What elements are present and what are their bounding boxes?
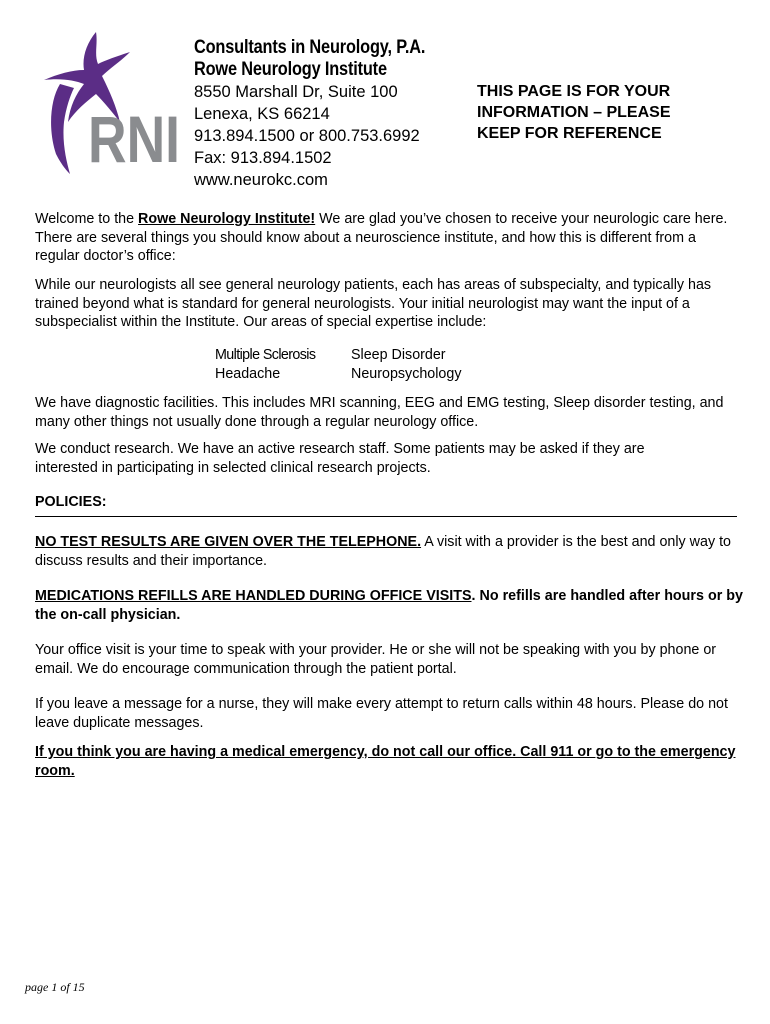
office-visit-policy: Your office visit is your time to speak with your provider. He or she will not be speaking with you by phone or email. We do encourage communication through the patient portal.	[35, 642, 717, 677]
org-name-1: Consultants in Neurology, P.A.	[194, 37, 426, 58]
reference-notice	[477, 81, 737, 144]
phone-line: 913.894.1500 or 800.753.6992	[194, 127, 420, 145]
research-line-2: interested in participating in selected clinical research projects.	[35, 459, 431, 476]
specialty-item: Sleep Disorder	[351, 347, 446, 363]
research-paragraph	[35, 440, 743, 477]
refills-policy	[35, 587, 743, 624]
rni-logo	[36, 30, 184, 176]
notice-line-2: INFORMATION – PLEASE	[477, 104, 671, 121]
subspecialty-paragraph: While our neurologists all see general neurology patients, each has areas of subspecialty, and typically has trained beyond what is standard for general neurologists. Your initial neurologist may want the input of a subspecialist within the Institute. Our areas of special expertise include:	[35, 277, 712, 330]
test-results-policy	[35, 533, 743, 570]
practice-info	[194, 37, 463, 191]
refills-text: . No refills are handled after hours or by the on-call physician.	[35, 588, 743, 623]
notice-line-1: THIS PAGE IS FOR YOUR	[477, 83, 671, 100]
emergency-notice: If you think you are having a medical emergency, do not call our office. Call 911 or go to the emergency room.	[35, 744, 736, 779]
notice-line-3: KEEP FOR REFERENCE	[477, 125, 662, 142]
institute-name: Rowe Neurology Institute!	[138, 211, 316, 227]
specialty-item: Neuropsychology	[351, 365, 462, 382]
city-line: Lenexa, KS 66214	[194, 105, 330, 123]
logo-text: RNI	[88, 102, 180, 176]
policies-heading: POLICIES:	[35, 494, 107, 510]
address-line: 8550 Marshall Dr, Suite 100	[194, 83, 398, 101]
test-results-text: A visit with a provider is the best and only way to discuss results and their importance.	[35, 534, 731, 569]
page-number: page 1 of 15	[25, 980, 85, 994]
welcome-suffix: We are glad you’ve chosen to receive your neurologic care here. There are several things you should know about a neuroscience institute, and how this is different from a regular doctor’s office:	[35, 211, 728, 264]
nurse-message-policy: If you leave a message for a nurse, they will make every attempt to return calls within 48 hours. Please do not leave duplicate messages.	[35, 696, 728, 731]
test-results-heading: NO TEST RESULTS ARE GIVEN OVER THE TELEPHONE.	[35, 534, 422, 550]
specialty-column-2	[351, 346, 461, 383]
section-divider	[35, 516, 737, 517]
specialty-item: Multiple Sclerosis	[215, 347, 316, 363]
research-line-1: We conduct research. We have an active research staff. Some patients may be asked if they are	[35, 441, 645, 457]
welcome-paragraph	[35, 210, 743, 266]
diagnostic-paragraph: We have diagnostic facilities. This includes MRI scanning, EEG and EMG testing, Sleep disorder testing, and many other things not usually done through a regular neurology office.	[35, 395, 724, 430]
website-link[interactable]: www.neurokc.com	[194, 171, 328, 189]
fax-line: Fax: 913.894.1502	[194, 149, 332, 167]
specialty-item: Headache	[215, 365, 281, 382]
welcome-prefix: Welcome to the	[35, 211, 139, 227]
refills-heading: MEDICATIONS REFILLS ARE HANDLED DURING OFFICE VISITS	[35, 588, 472, 604]
org-name-2: Rowe Neurology Institute	[194, 59, 387, 80]
specialty-column-1	[215, 346, 315, 383]
